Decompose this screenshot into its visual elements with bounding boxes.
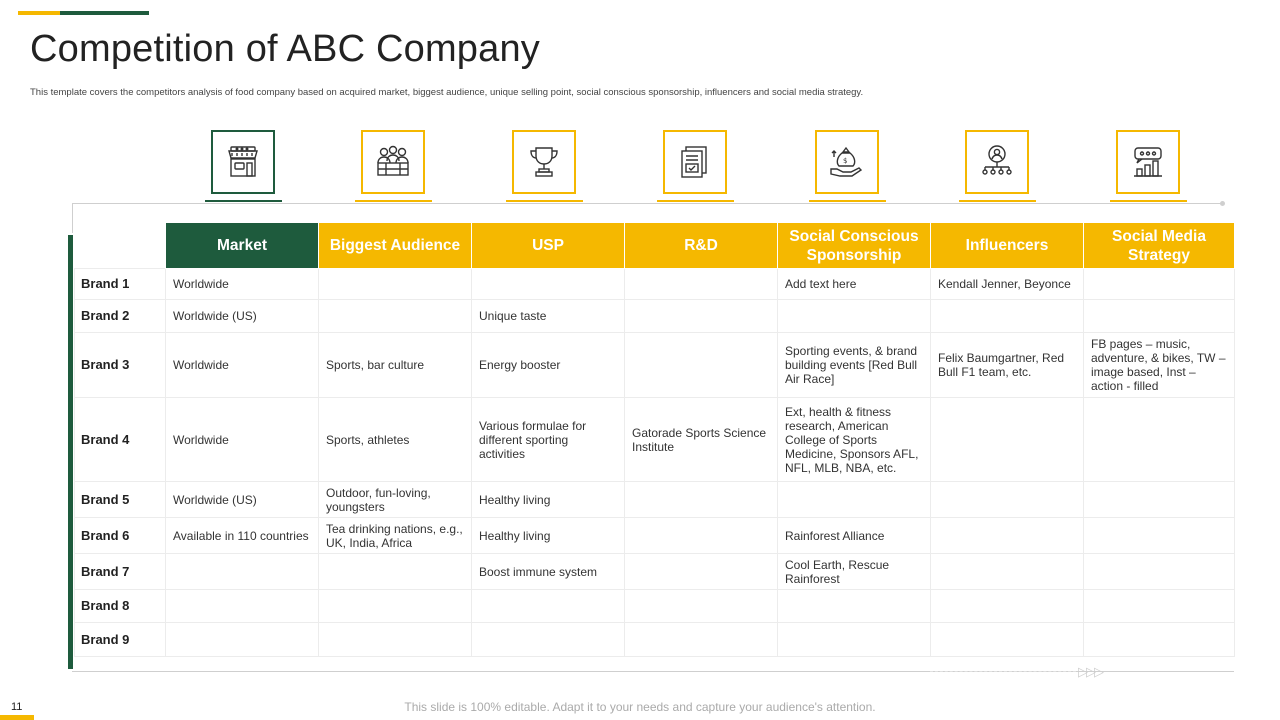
cell-social-media — [1084, 590, 1235, 623]
brand-label: Brand 7 — [75, 554, 166, 590]
cell-sponsorship — [778, 623, 931, 657]
table-row — [75, 554, 1235, 590]
cell-market: Available in 110 countries — [166, 518, 319, 554]
brand-label: Brand 9 — [75, 623, 166, 657]
cell-sponsorship: Ext, health & fitness research, American College of Sports Medicine, Sponsors AFL, NFL, MLB, NBA, etc. — [778, 398, 931, 482]
cell-rnd — [625, 333, 778, 398]
cell-influencers — [931, 518, 1084, 554]
cell-sponsorship — [778, 300, 931, 333]
cell-usp — [472, 269, 625, 300]
cell-sponsorship: Rainforest Alliance — [778, 518, 931, 554]
page-number: 11 — [11, 701, 23, 713]
research-document-icon — [663, 130, 727, 194]
cell-biggest-audience — [319, 623, 472, 657]
cell-influencers: Kendall Jenner, Beyonce — [931, 269, 1084, 300]
cell-social-media — [1084, 623, 1235, 657]
cell-sponsorship — [778, 482, 931, 518]
cell-market — [166, 590, 319, 623]
header-social-media-strategy: Social Media Strategy — [1084, 223, 1235, 269]
cell-market — [166, 623, 319, 657]
cell-sponsorship: Sporting events, & brand building events [Red Bull Air Race] — [778, 333, 931, 398]
cell-biggest-audience — [319, 554, 472, 590]
cell-influencers — [931, 300, 1084, 333]
cell-market: Worldwide — [166, 333, 319, 398]
page-title: Competition of ABC Company — [30, 28, 540, 70]
cell-influencers — [931, 623, 1084, 657]
icon-underline-social-media — [1110, 200, 1187, 202]
cell-social-media — [1084, 269, 1235, 300]
trophy-icon — [512, 130, 576, 194]
cell-market: Worldwide (US) — [166, 482, 319, 518]
market-store-icon — [211, 130, 275, 194]
brand-label: Brand 8 — [75, 590, 166, 623]
cell-usp — [472, 590, 625, 623]
header-social-conscious-sponsorship: Social Conscious Sponsorship — [778, 223, 931, 269]
brand-label: Brand 5 — [75, 482, 166, 518]
cell-usp: Various formulae for different sporting activities — [472, 398, 625, 482]
cell-biggest-audience: Sports, athletes — [319, 398, 472, 482]
cell-usp: Boost immune system — [472, 554, 625, 590]
cell-influencers — [931, 482, 1084, 518]
cell-usp: Healthy living — [472, 518, 625, 554]
icon-underline-market — [205, 200, 282, 202]
cell-sponsorship: Cool Earth, Rescue Rainforest — [778, 554, 931, 590]
frame-left-line — [72, 203, 73, 233]
left-accent-rail — [68, 235, 73, 669]
brand-label: Brand 2 — [75, 300, 166, 333]
cell-usp: Energy booster — [472, 333, 625, 398]
cell-market — [166, 554, 319, 590]
cell-rnd — [625, 554, 778, 590]
footer-note: This slide is 100% editable. Adapt it to your needs and capture your audience's attention. — [404, 700, 876, 714]
table-row — [75, 333, 1235, 398]
icon-underline-rnd — [657, 200, 734, 202]
cell-social-media — [1084, 554, 1235, 590]
frame-dotted-line — [930, 671, 1076, 672]
competition-table — [74, 222, 1235, 657]
chevron-arrows-icon: ▷▷▷ — [1078, 664, 1102, 679]
icon-underline-usp — [506, 200, 583, 202]
svg-text:$: $ — [843, 157, 848, 165]
cell-influencers — [931, 554, 1084, 590]
cell-rnd — [625, 482, 778, 518]
cell-biggest-audience: Outdoor, fun-loving, youngsters — [319, 482, 472, 518]
cell-market: Worldwide (US) — [166, 300, 319, 333]
table-header-row — [75, 223, 1235, 269]
table-row — [75, 300, 1235, 333]
icon-underline-audience — [355, 200, 432, 202]
icon-underline-influencers — [959, 200, 1036, 202]
cell-rnd — [625, 300, 778, 333]
brand-label: Brand 3 — [75, 333, 166, 398]
cell-rnd — [625, 269, 778, 300]
table-row — [75, 269, 1235, 300]
header-usp: USP — [472, 223, 625, 269]
top-accent-yellow — [18, 11, 60, 15]
cell-influencers: Felix Baumgartner, Red Bull F1 team, etc. — [931, 333, 1084, 398]
cell-market: Worldwide — [166, 269, 319, 300]
frame-top-line — [72, 203, 1222, 204]
page-subtitle: This template covers the competitors analysis of food company based on acquired market, biggest audience, unique selling point, social conscious sponsorship, influencers and social media strategy. — [30, 87, 864, 98]
cell-biggest-audience — [319, 269, 472, 300]
cell-biggest-audience: Sports, bar culture — [319, 333, 472, 398]
influencer-network-icon — [965, 130, 1029, 194]
cell-market: Worldwide — [166, 398, 319, 482]
cell-social-media — [1084, 482, 1235, 518]
table-row — [75, 590, 1235, 623]
cell-biggest-audience — [319, 590, 472, 623]
brand-label: Brand 4 — [75, 398, 166, 482]
header-biggest-audience: Biggest Audience — [319, 223, 472, 269]
cell-rnd — [625, 518, 778, 554]
table-row — [75, 482, 1235, 518]
cell-usp: Healthy living — [472, 482, 625, 518]
icon-underline-sponsorship — [809, 200, 886, 202]
cell-social-media: FB pages – music, adventure, & bikes, TW – image based, Inst – action - filled — [1084, 333, 1235, 398]
frame-end-dot — [1220, 201, 1225, 206]
social-media-chart-icon — [1116, 130, 1180, 194]
cell-social-media — [1084, 300, 1235, 333]
header-corner — [75, 223, 166, 269]
brand-label: Brand 1 — [75, 269, 166, 300]
cell-usp: Unique taste — [472, 300, 625, 333]
top-accent-green — [60, 11, 149, 15]
cell-influencers — [931, 398, 1084, 482]
cell-social-media — [1084, 398, 1235, 482]
brand-label: Brand 6 — [75, 518, 166, 554]
table-row — [75, 623, 1235, 657]
cell-rnd: Gatorade Sports Science Institute — [625, 398, 778, 482]
cell-sponsorship: Add text here — [778, 269, 931, 300]
cell-biggest-audience — [319, 300, 472, 333]
table-row — [75, 518, 1235, 554]
cell-usp — [472, 623, 625, 657]
header-rnd: R&D — [625, 223, 778, 269]
money-bag-hand-icon — [815, 130, 879, 194]
header-influencers: Influencers — [931, 223, 1084, 269]
audience-group-icon — [361, 130, 425, 194]
cell-rnd — [625, 623, 778, 657]
cell-influencers — [931, 590, 1084, 623]
cell-biggest-audience: Tea drinking nations, e.g., UK, India, Africa — [319, 518, 472, 554]
page-number-bar — [0, 715, 34, 720]
cell-social-media — [1084, 518, 1235, 554]
table-row — [75, 398, 1235, 482]
cell-rnd — [625, 590, 778, 623]
header-market: Market — [166, 223, 319, 269]
cell-sponsorship — [778, 590, 931, 623]
